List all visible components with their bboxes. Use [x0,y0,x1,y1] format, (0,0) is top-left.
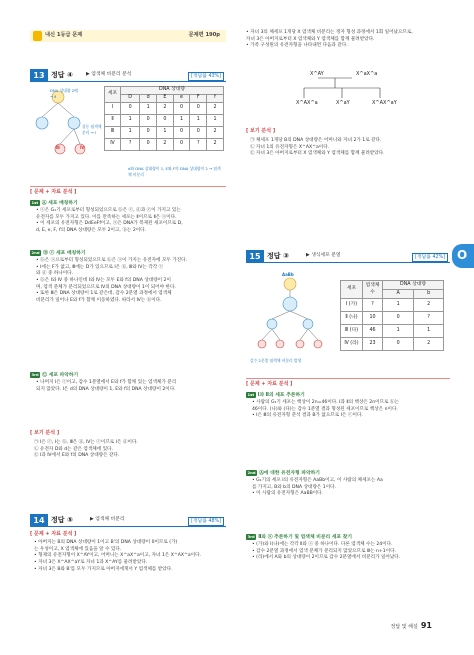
q14-topic: ▶ 염색체 비분리 [90,517,125,522]
table-header: D [121,95,140,103]
pedigree-child-left: X^AX^a [296,100,318,106]
q13-diagram-label-4: Ⅳ [80,145,85,150]
q15-answer: 정답 ③ [267,252,289,260]
chapter-tab-label: O [457,248,468,262]
table-row: Ⅱ 1 0 0 1 1 1 [105,115,224,127]
pedigree-father: X^AY [310,71,324,77]
right-view-title: [ 보기 분석 ] [246,128,276,134]
q14-text: • 아버지는 B의 DNA 상대량이 1이고 B'의 DNA 상대량이 0이므로 (가) 는 우성이고, X 염색체에 있음을 알 수 있다. • 형제의 유전자형이 X^AY이고, 어머니는 X^aX^a이고, 자녀 1은 X^AX^a이다. • 자녀 3은 X^AX^aY로 자녀 1과 X^AY를 물려받았다. • 자녀 3은 B와 B'를 모두 가지므로 아버지에게서 Y 염색체를 받았다. [34,540,202,572]
q15-bar [246,250,450,263]
q13-answer: 정답 ④ [51,71,73,79]
table-header: b [414,290,444,299]
pedigree-child-right: X^AX^aY [372,100,397,106]
q13-diagram-label-1: DNA 상대량 2배 → Ⅱ [50,88,78,99]
table-row: Ⅰ 0 1 2 0 0 2 [105,103,224,115]
table-header: e [173,95,190,103]
table-row: Ⅲ (다) 46 1 1 [341,325,444,338]
q15-caption: 감수 2분열 염색체 비분리 발생 [250,358,302,363]
q15-step2-text: • G₁기의 세포 Ⅰ의 유전자형은 AaBb이고, 이 사람의 체세포는 Aa 를 가지고, B와 b의 DNA 상대량은 1이다. • 이 사람의 유전자형은 AaBB이다. [252,478,383,497]
section-label: 내신 1등급 문제 [45,32,83,38]
footer-label: 정답 및 해설 [390,624,418,630]
q13-diagram-label-2: 상동 염색체 분리 → Ⅰ [82,124,102,135]
q13-note: d와 DNA 상대량이 1, E와 F의 DNA 상대량이 2 → 염색체 비분리 [128,166,221,177]
q15-table [340,280,444,351]
q13-step2-text: • ⓑ은 ⓐ으로부터 형성되었으므로 ⓑ은 ⓐ이 가지는 유전자에 모두 가진다. • Ⅰ에는 F가 없고, Ⅲ에는 D가 있으므로 Ⅰ은 ⓑ, Ⅲ와 Ⅳ는 각각 ⓒ 와 ⓓ 중 하나이다. • ⓑ은 Ⅰ와 Ⅳ 중 하나인데 Ⅰ와 Ⅳ는 모두 E와 f의 DNA 상대량이 2이 며, 염색 분체가 분리되었으므로 Ⅳ의 DNA 상대량이 1이 되어야 한다. • 또한 Ⅲ은 DNA 상대량이 1로 같은데, 감수 2분열 과정에서 염색체 비분리가 일어나 E와 f가 함께 이동하였다. 따라서 Ⅳ는 ⓑ이다. [36,258,188,303]
q15-number: 15 [246,250,264,263]
q14-rate: [정답률 48%] [188,517,224,526]
q13-section-title: [ 문제 + 자료 분석 ] [30,189,77,195]
right-top-text: • 자녀 3의 체세포 1개당 X 염색체 비분리는 정자 형성 과정에서 1회 일어났으므로, 자녀 3은 아버지로부터 X 염색체와 Y 염색체를 함께 물려받았다. • 가족 구성원의 유전자형을 나타내면 다음과 같다. [246,30,413,49]
q15-rate: [정답률 42%] [412,253,448,262]
q13-diagram-label-3: Ⅲ [56,145,60,150]
q13-step1-text: • ⓐ은 G₁기 세포로부터 형성되었으므로 ⓑ은 ⓒ, ⓓ과 ⓔ이 가지고 있는 유전자를 모두 가지고 있다. 이를 만족하는 세포는 Ⅱ이므로 Ⅱ은 ⓐ이다. • 이 세포의 유전자형은 DdEeFf이고, ⓐ은 DNA가 복제된 세포이므로 D, d, E, e, F, f의 DNA 상대량은 모두 2이고, ⓑ는 2이다. [36,208,183,233]
q13-view-text: ㉠ Ⅰ은 ⓒ, Ⅰ는 ⓑ, Ⅲ은 ⓓ, Ⅳ는 ⓒ이므로 Ⅰ은 ⓓ이다. ㉡ 유전자 D와 d는 같은 염색체에 있다. ㉢ Ⅰ과 Ⅳ에서 E와 f의 DNA 상대량은 같다. [34,440,138,459]
q14-answer: 정답 ⑤ [51,516,73,524]
table-header: 염색체 수 [363,281,383,299]
pedigree-child-mid: X^aY [336,100,350,106]
table-header: E [157,95,174,103]
q15-cell-tree [250,270,330,356]
q15-section-title: [ 문제 + 자료 분석 ] [246,381,293,387]
right-view-text: ㉠ 체세포 1개당 B의 DNA 상대량은 어머니와 자녀 2가 1로 같다. ㉡ 자녀 1의 유전자형은 X^AX^a이다. ㉢ 자녀 3은 아버지로부터 X 염색체와 Y 염색체를 함께 물려받았다. [250,138,385,157]
q14-bar [30,514,226,527]
q15-step2-title: 2nd Ⓐ에 대한 유전자형 파악하기 [247,470,320,476]
q15-step3-title: 3rd Ⅱ와 ⓐ 추론하기 및 염색체 비분리 세포 찾기 [247,534,353,540]
q13-topic: ▶ 염색체 비분리 분석 [86,72,132,77]
pedigree-mother: X^aX^a [356,71,378,77]
q13-number: 13 [30,69,48,82]
q14-number: 14 [30,514,48,527]
page-number: 91 [420,621,432,630]
q15-step3-text: • (가)와 Ⅰ(나)에는 각각 Ⅱ와 ⓐ 중 하나이다. 다른 염색체 수는 24이다. • 감수 2분열 과정에서 염색 분체가 분리되지 않았으므로 Ⅲ는 n+1이다. • (라)에서 A와 b의 상대량이 2이므로 감수 2분열에서 비분리가 일어났다. [252,542,401,561]
q15-topic: ▶ 생식세포 분열 [306,253,341,258]
table-header: F [190,95,207,103]
table-header: d [140,95,157,103]
chapter-tab[interactable] [452,244,474,268]
q13-rate: [정답률 43%] [188,72,224,81]
page-footer [391,620,432,632]
table-group-header: DNA 상대량 [383,281,444,290]
table-group-header: DNA 상대량 [121,87,224,95]
q15-step1-title: 1st Ⅰ과 Ⅱ의 세포 추론하기 [247,392,305,398]
table-row: Ⅳ (라) 23 0 2 [341,338,444,351]
q13-step3-text: • 나머지 Ⅰ은 ⓒ이고, 감수 1분열에서 E와 f가 함께 있는 염색체가 분리 되지 않았다. Ⅰ은 d의 DNA 상대량이 1, E와 f의 DNA 상대량이 2이다. [36,380,177,392]
book-icon [33,31,42,41]
q15-step1-text: • 사람의 G₁기 세포는 핵상이 2n=46이다. Ⅰ과 Ⅱ의 핵상은 2n이므로 ⓑ는 46이다. (나)와 (다)는 감수 1분열 결과 형성된 세포이므로 핵상은 n이다. • Ⅰ은 Ⅲ의 유전자형 분석 결과 B가 없으므로 Ⅰ은 ⓒ이다. [252,400,399,419]
q14-section-title: [ 문제 + 자료 분석 ] [30,531,77,537]
q13-step2-title: 2nd Ⓑ ⓒ 세포 매칭하기 [31,250,86,256]
q13-step1-title: 1st Ⓐ 세포 매칭하기 [31,200,78,206]
page-reference: 문제편 190p [188,32,220,38]
section-header [30,30,226,42]
q13-view-title: [ 보기 분석 ] [30,430,60,436]
q15-tree-root: AaBb [282,272,294,277]
q13-table [104,86,224,151]
table-header: 세포 [341,281,363,299]
table-row: Ⅰ (가) ? 1 2 [341,299,444,312]
table-row: Ⅱ (나) 10 0 ? [341,312,444,325]
table-row: Ⅲ 1 0 1 0 0 2 [105,127,224,139]
table-row: Ⅳ ? 0 2 0 ? 2 [105,139,224,151]
q13-step3-title: 3rd Ⓒ 세포 파악하기 [31,372,79,378]
table-header: f [207,95,224,103]
table-header: 세포 [105,87,121,103]
table-header: A [383,290,414,299]
q13-bar [30,69,226,82]
